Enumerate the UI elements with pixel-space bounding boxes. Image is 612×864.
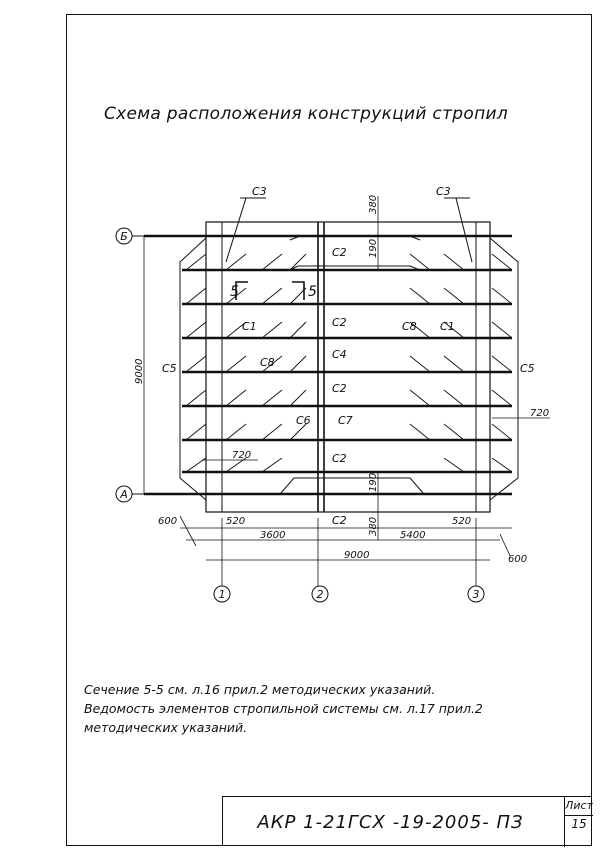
hip-right (490, 238, 518, 500)
title-block (222, 796, 592, 846)
label-c1-right: С1 (440, 320, 455, 333)
dim-3600: 3600 (260, 530, 286, 541)
label-c5-left: С5 (162, 362, 177, 375)
note-line: Сечение 5-5 см. л.16 прил.2 методических указаний. (84, 682, 436, 697)
note-line: Ведомость элементов стропильной системы см. л.17 прил.2 (84, 701, 483, 716)
label-c4: С4 (332, 348, 347, 361)
dim-9000-horizontal: 9000 (344, 550, 370, 561)
dim-380-top: 380 (368, 194, 379, 214)
axis-label-col-2: 2 (316, 588, 324, 601)
rafter-lines (144, 236, 512, 494)
note-line: методических указаний. (84, 720, 248, 735)
label-c8-left: С8 (260, 356, 275, 369)
document-code: АКР 1-21ГСХ -19-2005- ПЗ (257, 811, 524, 833)
axis-label-col-1: 1 (218, 588, 226, 601)
dim-380-bottom: 380 (368, 516, 379, 536)
label-c2: С2 (332, 316, 347, 329)
label-c2: С2 (332, 246, 347, 259)
axis-label-row-a: А (120, 488, 128, 501)
dim-600-left: 600 (158, 516, 178, 527)
label-c3-right: С3 (436, 185, 451, 198)
label-c6: С6 (296, 414, 311, 427)
sheet-label: Лист (565, 797, 593, 816)
dim-5400: 5400 (400, 530, 426, 541)
drawing-title: Схема расположения конструкций стропил (103, 104, 509, 124)
dim-520-left: 520 (226, 516, 246, 527)
section-mark-5: 5 (308, 284, 317, 300)
sheet-cell (564, 797, 592, 847)
label-c1-left: С1 (242, 320, 257, 333)
axis-label-col-3: 3 (472, 588, 480, 601)
drawing-notes (84, 680, 554, 737)
dim-9000-vertical: 9000 (134, 358, 145, 384)
label-c2: С2 (332, 514, 347, 527)
label-c8-right: С8 (402, 320, 417, 333)
label-c5-right: С5 (520, 362, 535, 375)
dim-190-top: 190 (368, 238, 379, 258)
label-c2: С2 (332, 452, 347, 465)
section-mark-5: 5 (230, 284, 239, 300)
label-c2: С2 (332, 382, 347, 395)
dim-720-right: 720 (530, 408, 550, 419)
sheet-number: 15 (571, 817, 587, 831)
label-c7: С7 (338, 414, 353, 427)
axis-label-row-b: Б (120, 230, 128, 243)
label-c3-left: С3 (252, 185, 267, 198)
dim-520-right: 520 (452, 516, 472, 527)
dim-600-right: 600 (508, 554, 528, 565)
dim-720-left: 720 (232, 450, 252, 461)
dim-190-bottom: 190 (368, 472, 379, 492)
